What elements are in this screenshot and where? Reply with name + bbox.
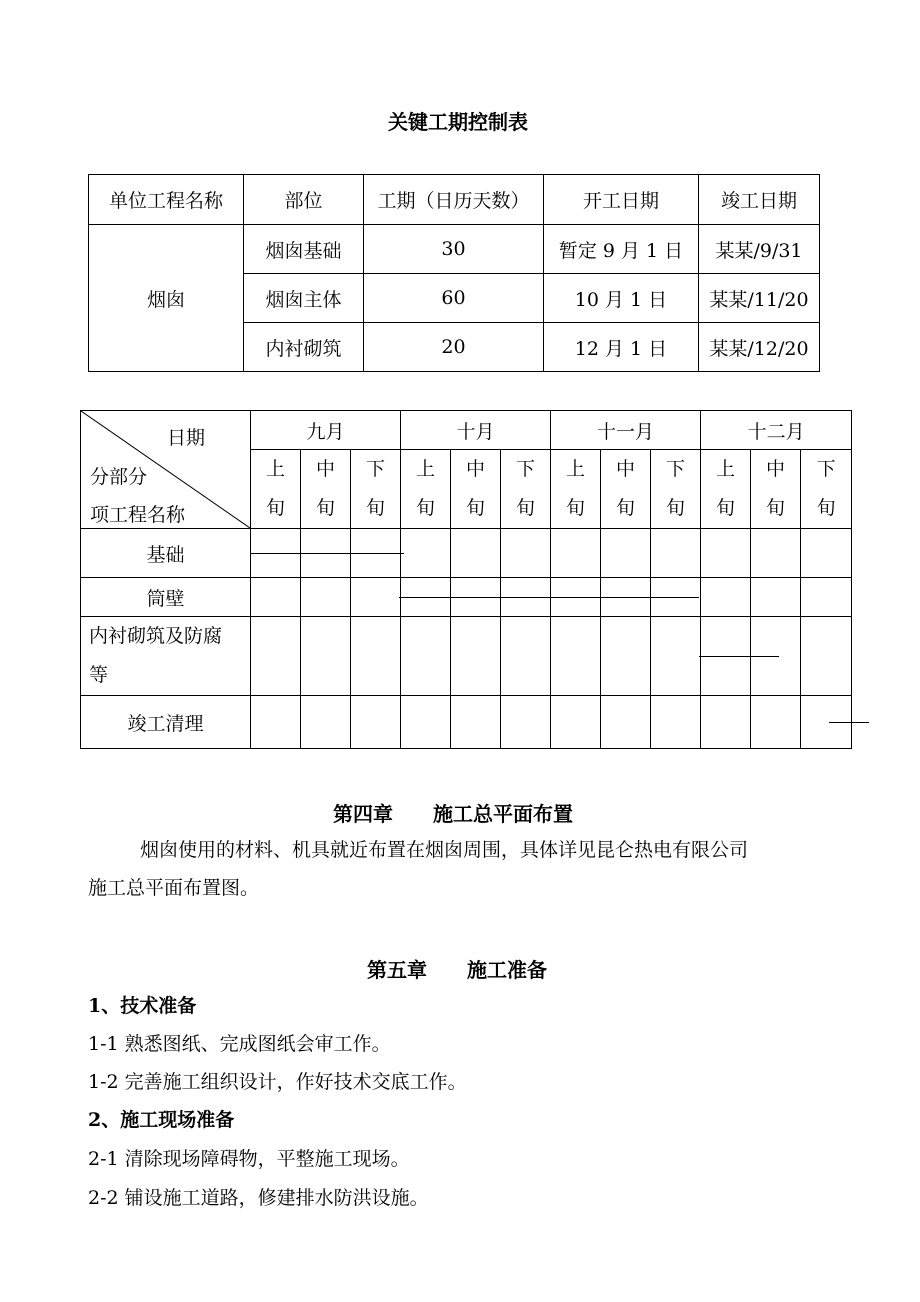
dekad-label: 中: [766, 458, 786, 480]
days-cell: 60: [364, 274, 544, 323]
timeline-grid-cell: [401, 696, 451, 749]
section2-item1: 2-1 清除现场障碍物，平整施工现场。: [88, 1148, 410, 1170]
dekad-header-cell: [651, 450, 701, 529]
timeline-grid-cell: [351, 617, 401, 696]
dekad-header-cell: [601, 450, 651, 529]
dekad-header-cell: [751, 450, 801, 529]
header-end: 竣工日期: [699, 175, 820, 225]
dekad-label: 上: [716, 458, 736, 480]
timeline-grid-cell: [601, 529, 651, 578]
chapter4-para-line1: 烟囱使用的材料、机具就近布置在烟囱周围，具体详见昆仑热电有限公司: [140, 839, 749, 861]
header-days: 工期（日历天数）: [364, 175, 544, 225]
task-name: 竣工清理: [81, 696, 251, 749]
table-row: [89, 225, 820, 274]
dekad-unit: 旬: [716, 497, 736, 519]
dekad-unit: 旬: [416, 497, 436, 519]
days-cell: 20: [364, 323, 544, 372]
timeline-grid-cell: [401, 529, 451, 578]
dekad-header-cell: [701, 450, 751, 529]
dekad-unit: 旬: [265, 497, 285, 519]
timeline-grid-cell: [551, 617, 601, 696]
dekad-header-cell: [351, 450, 401, 529]
header-unit: 单位工程名称: [89, 175, 244, 225]
table1-title: 关键工期控制表: [388, 110, 528, 134]
task-name: [81, 617, 251, 696]
chapter4-title: 第四章 施工总平面布置: [333, 802, 573, 826]
part-cell: 内衬砌筑: [244, 323, 364, 372]
timeline-grid-cell: [701, 578, 751, 617]
month-label: 十月: [401, 411, 551, 450]
dekad-header-cell: [451, 450, 501, 529]
month-header-row: [81, 411, 852, 450]
timeline-grid-cell: [301, 696, 351, 749]
timeline-grid-cell: [501, 617, 551, 696]
dekad-unit: 旬: [766, 497, 786, 519]
timeline-grid-cell: [351, 578, 401, 617]
task-row: [81, 529, 852, 578]
timeline-grid-cell: [251, 617, 301, 696]
month-label: 九月: [251, 411, 401, 450]
dekad-unit: 旬: [366, 497, 386, 519]
corner-task-label-2: 项工程名称: [90, 504, 186, 526]
timeline-grid-cell: [601, 696, 651, 749]
start-cell: 暂定 9 月 1 日: [544, 225, 699, 274]
chapter4-para-line2: 施工总平面布置图。: [88, 877, 260, 899]
timeline-grid-cell: [701, 529, 751, 578]
dekad-label: 下: [666, 458, 686, 480]
dekad-label: 上: [265, 458, 285, 480]
schedule-bar: [699, 656, 779, 657]
start-cell: 10 月 1 日: [544, 274, 699, 323]
dekad-header-cell: [801, 450, 852, 529]
section2-heading: 2、施工现场准备: [88, 1109, 235, 1131]
timeline-grid-cell: [351, 696, 401, 749]
timeline-grid-cell: [451, 696, 501, 749]
dekad-label: 中: [315, 458, 335, 480]
dekad-unit: 旬: [516, 497, 536, 519]
schedule-bar: [251, 553, 404, 554]
timeline-grid-cell: [801, 578, 852, 617]
dekad-label: 上: [416, 458, 436, 480]
timeline-grid-cell: [751, 578, 801, 617]
corner-cell: [81, 411, 251, 529]
dekad-header-cell: [401, 450, 451, 529]
dekad-label: 下: [516, 458, 536, 480]
end-cell: 某某/9/31: [699, 225, 820, 274]
section1-item2: 1-2 完善施工组织设计，作好技术交底工作。: [88, 1071, 467, 1093]
dekad-unit: 旬: [466, 497, 486, 519]
timeline-grid-cell: [701, 696, 751, 749]
timeline-grid-cell: [301, 617, 351, 696]
task-name: 基础: [81, 529, 251, 578]
timeline-grid-cell: [251, 696, 301, 749]
dekad-label: 中: [616, 458, 636, 480]
task-name-line2: 等: [89, 664, 109, 686]
dekad-unit: 旬: [315, 497, 335, 519]
header-start: 开工日期: [544, 175, 699, 225]
schedule-bar: [829, 722, 869, 723]
dekad-unit: 旬: [616, 497, 636, 519]
dekad-header-cell: [251, 450, 301, 529]
timeline-grid-cell: [651, 529, 701, 578]
timeline-grid-cell: [801, 617, 852, 696]
month-label: 十二月: [701, 411, 852, 450]
dekad-unit: 旬: [566, 497, 586, 519]
timeline-grid-cell: [501, 696, 551, 749]
timeline-grid-cell: [651, 696, 701, 749]
timeline-grid-cell: [551, 529, 601, 578]
timeline-grid-cell: [251, 578, 301, 617]
timeline-grid-cell: [251, 529, 301, 578]
section1-item1: 1-1 熟悉图纸、完成图纸会审工作。: [88, 1033, 391, 1055]
dekad-label: 上: [566, 458, 586, 480]
part-cell: 烟囱主体: [244, 274, 364, 323]
corner-task-label-1: 分部分: [90, 466, 148, 488]
end-cell: 某某/11/20: [699, 274, 820, 323]
timeline-grid-cell: [451, 617, 501, 696]
dekad-label: 下: [366, 458, 386, 480]
schedule-bar: [399, 597, 699, 598]
timeline-grid-cell: [501, 529, 551, 578]
dekad-header-cell: [551, 450, 601, 529]
timeline-grid-cell: [451, 529, 501, 578]
start-cell: 12 月 1 日: [544, 323, 699, 372]
part-cell: 烟囱基础: [244, 225, 364, 274]
timeline-grid-cell: [751, 529, 801, 578]
unit-name-cell: 烟囱: [89, 225, 244, 372]
section1-heading: 1、技术准备: [88, 995, 197, 1017]
dekad-label: 下: [816, 458, 836, 480]
task-row: [81, 578, 852, 617]
header-part: 部位: [244, 175, 364, 225]
key-schedule-table: [88, 174, 820, 372]
month-label: 十一月: [551, 411, 701, 450]
timeline-grid-cell: [601, 617, 651, 696]
timeline-grid-cell: [301, 578, 351, 617]
dekad-unit: 旬: [666, 497, 686, 519]
end-cell: 某某/12/20: [699, 323, 820, 372]
task-name: 筒壁: [81, 578, 251, 617]
task-row: [81, 696, 852, 749]
timeline-grid-cell: [401, 617, 451, 696]
corner-date-label: 日期: [167, 427, 206, 449]
timeline-grid-cell: [651, 617, 701, 696]
dekad-header-cell: [301, 450, 351, 529]
timeline-grid-cell: [551, 696, 601, 749]
dekad-label: 中: [466, 458, 486, 480]
timeline-grid-cell: [801, 529, 852, 578]
chapter5-title: 第五章 施工准备: [367, 958, 547, 982]
section2-item2: 2-2 铺设施工道路，修建排水防洪设施。: [88, 1187, 429, 1209]
task-row: [81, 617, 852, 696]
dekad-unit: 旬: [816, 497, 836, 519]
dekad-header-cell: [501, 450, 551, 529]
task-name-line1: 内衬砌筑及防腐: [89, 625, 223, 647]
days-cell: 30: [364, 225, 544, 274]
table-header-row: [89, 175, 820, 225]
timeline-grid-cell: [751, 696, 801, 749]
gantt-schedule-table: [80, 410, 852, 749]
